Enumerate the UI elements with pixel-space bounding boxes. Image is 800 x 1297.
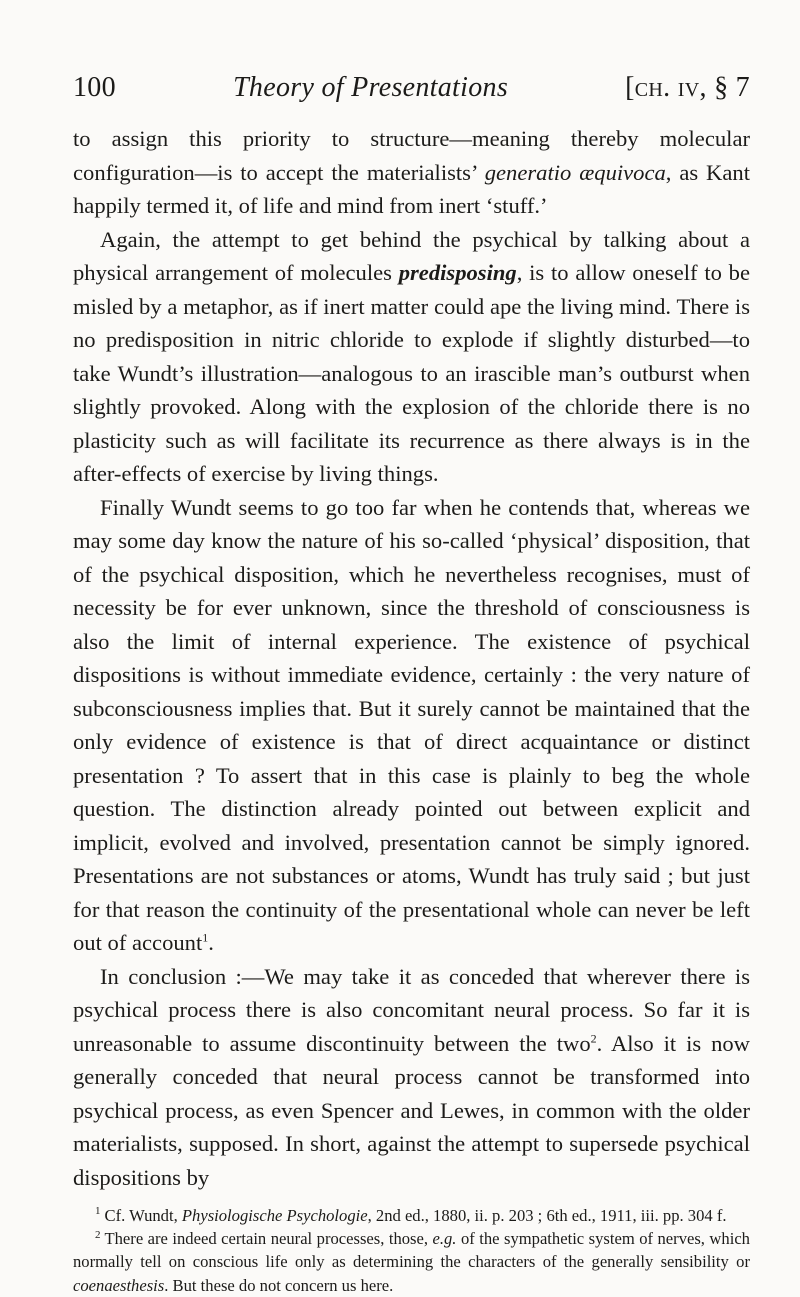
italic-phrase: coenaesthesis bbox=[73, 1275, 165, 1295]
footnote-number: 1 bbox=[95, 1205, 101, 1218]
text-run: Cf. Wundt, bbox=[104, 1206, 182, 1225]
paragraph bbox=[73, 960, 750, 1195]
text-run: . But these do not concern us here. bbox=[164, 1275, 394, 1295]
italic-phrase: e.g. bbox=[432, 1229, 457, 1249]
footnote-number: 2 bbox=[95, 1228, 101, 1241]
text-run: Finally Wundt seems to go too far when he contends that, whereas we may some day know the nature of his so-called ‘physical’ disposition, that of the psychical disposition, which he nevertheless recognises, must of necessity be for ever unknown, since the threshold of consciousness is also the limit of internal experience. The existence of psychical dispositions is without immediate evidence, certainly : the very nature of subconsciousness implies that. But it surely cannot be maintained that the only evidence of existence is that of direct acquaintance or distinct presentation ? To assert that in this case is plainly to beg the whole question. The distinction already pointed out between explicit and implicit, evolved and involved, presentation cannot be simply ignored. Presentations are not substances or atoms, Wundt has truly said ; but just for that reason the continuity of the presentational whole can never be left out of account bbox=[73, 494, 750, 955]
running-title: Theory of Presentations bbox=[233, 72, 509, 103]
text-run: , as Kant happily termed it, of life and mind from inert ‘stuff.’ bbox=[73, 159, 750, 218]
paragraph bbox=[73, 122, 750, 223]
footnote-marker: 1 bbox=[202, 930, 209, 945]
italic-phrase: Physiologische Psychologie bbox=[181, 1206, 368, 1225]
text-run: of the sympathetic system of nerves, which normally tell on conscious life only as determining the characters of the generally sensibility or bbox=[73, 1229, 750, 1272]
text-run: , 2nd ed., 1880, ii. p. 203 ; 6th ed., 1911, iii. pp. 304 f. bbox=[367, 1206, 727, 1225]
text-run: . bbox=[208, 930, 214, 955]
chapter-section: [ch. iv, § 7 bbox=[625, 72, 750, 103]
running-head bbox=[73, 72, 750, 112]
text-run: to assign this priority to structure—meaning thereby molecular configuration—is to accept the materialists’ bbox=[73, 126, 750, 185]
footnote bbox=[73, 1227, 750, 1297]
footnotes bbox=[73, 1204, 750, 1297]
italic-phrase: generatio æquivoca bbox=[484, 159, 666, 185]
page-number: 100 bbox=[73, 72, 116, 103]
footnote bbox=[73, 1204, 750, 1227]
text-run: . Also it is now generally conceded that neural process cannot be transformed into psychical process, as even Spencer and Lewes, in common with the older materialists, supposed. In short, against the attempt to supersede psychical dispositions by bbox=[73, 1030, 750, 1190]
footnote-marker: 2 bbox=[590, 1030, 597, 1045]
text-run: There are indeed certain neural processes, those, bbox=[104, 1229, 433, 1249]
body-text bbox=[73, 122, 750, 1194]
italic-phrase: predisposing bbox=[398, 260, 517, 285]
paragraph bbox=[73, 223, 750, 491]
text-run: In conclusion :—We may take it as conceded that wherever there is psychical process there is also concomitant neural process. So far it is unreasonable to assume discontinuity between the two bbox=[73, 963, 750, 1056]
text-run: , is to allow oneself to be misled by a metaphor, as if inert matter could ape the living mind. There is no predisposition in nitric chloride to explode if slightly disturbed—to take Wundt’s illustration—analogous to an irascible man’s outburst when slightly provoked. Along with the explosion of the chloride there is no plasticity such as will facilitate its recurrence as there always is in the after-effects of exercise by living things. bbox=[73, 260, 750, 486]
text-run: Again, the attempt to get behind the psychical by talking about a physical arrangement of molecules bbox=[73, 226, 750, 285]
paragraph bbox=[73, 491, 750, 960]
